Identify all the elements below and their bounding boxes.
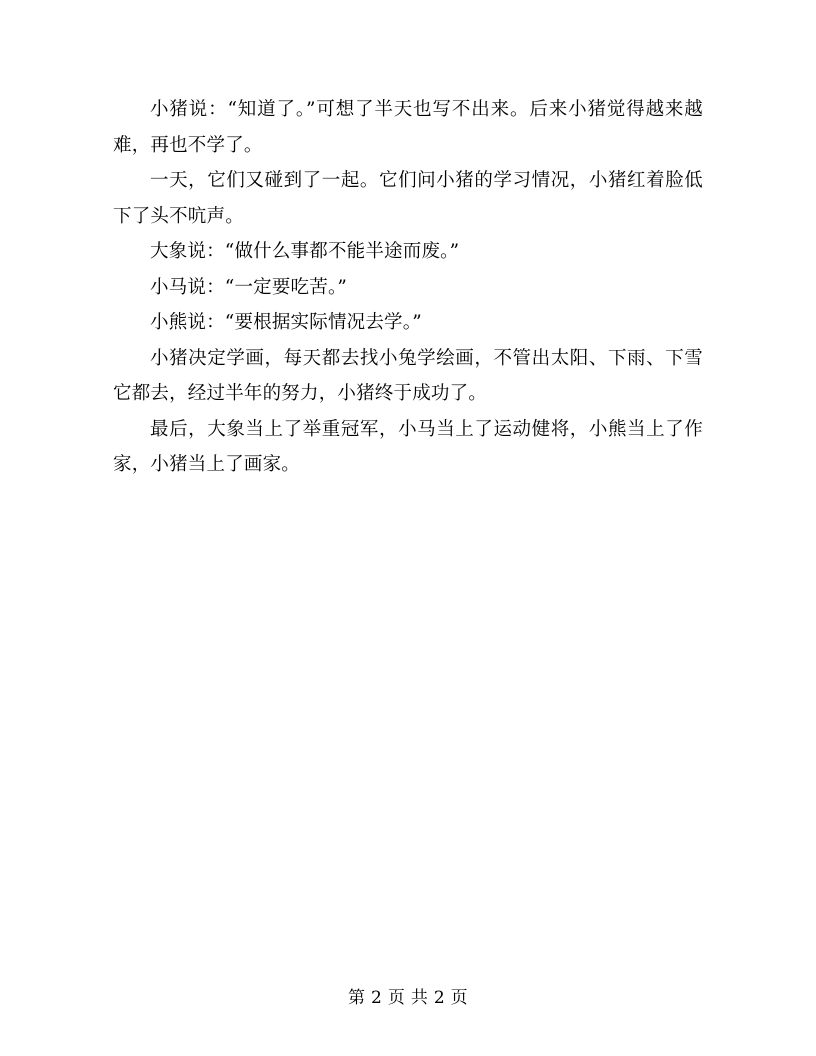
document-body [113,92,703,483]
paragraph: 大象说：“做什么事都不能半途而废。” [150,241,460,262]
paragraph: 小猪决定学画，每天都去找小兔学绘画，不管出太阳、下雨、下雪它都去，经过半年的努力，小猪终于成功了。 [113,347,703,404]
paragraph: 最后，大象当上了举重冠军，小马当上了运动健将，小熊当上了作家，小猪当上了画家。 [113,418,703,475]
page-number-footer: 第 2 页 共 2 页 [348,988,468,1008]
paragraph: 小猪说：“知道了。”可想了半天也写不出来。后来小猪觉得越来越难，再也不学了。 [113,99,703,156]
paragraph: 小马说：“一定要吃苦。” [150,276,348,298]
paragraph: 一天，它们又碰到了一起。它们问小猪的学习情况，小猪红着脸低下了头不吭声。 [113,170,703,227]
paragraph: 小熊说：“要根据实际情况去学。” [150,312,422,333]
